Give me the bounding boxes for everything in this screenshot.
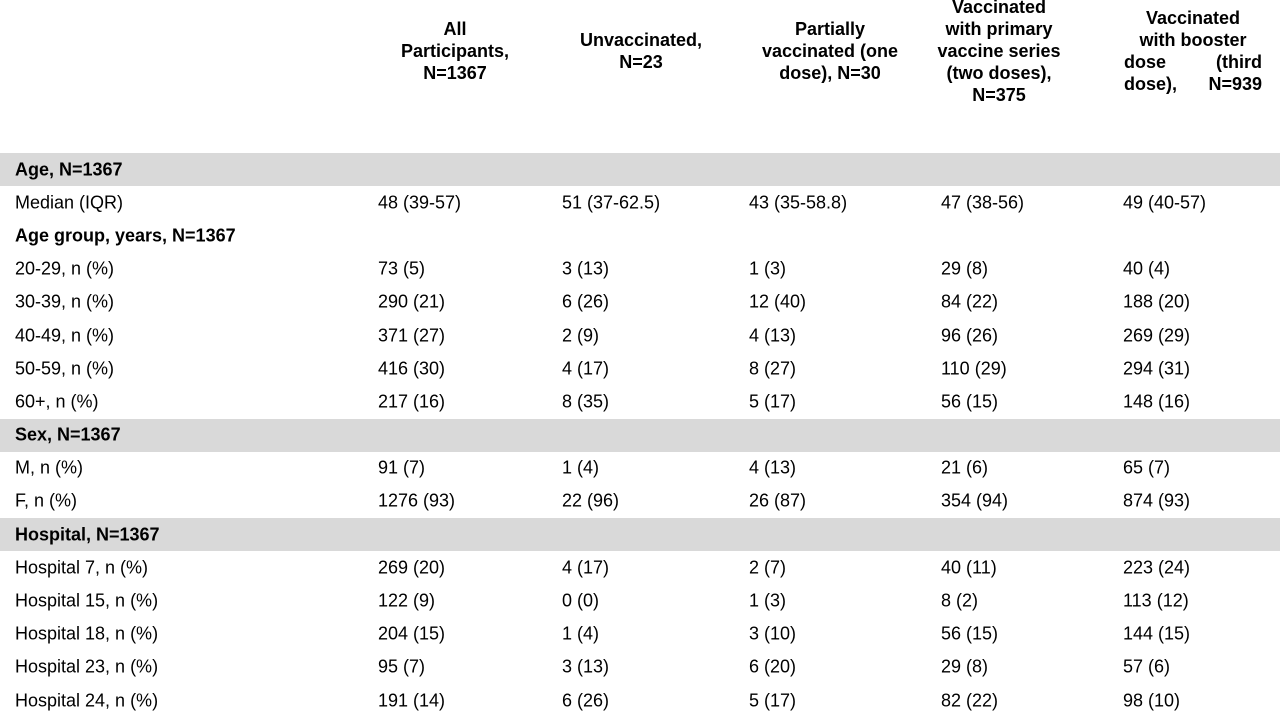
table-cell: 73 (5) <box>378 258 426 279</box>
table-row <box>0 452 1280 485</box>
table-cell: 96 (26) <box>941 325 999 346</box>
header-line: vaccine series <box>937 41 1061 61</box>
header-line: with primary <box>945 19 1053 39</box>
table-cell: 204 (15) <box>378 623 446 644</box>
header-line: dose (third <box>1124 52 1262 72</box>
row-label: Hospital 24, n (%) <box>15 690 159 711</box>
table-cell: 29 (8) <box>941 258 989 279</box>
table-cell: 269 (29) <box>1123 325 1191 346</box>
table-cell: 148 (16) <box>1123 391 1191 412</box>
header-unvaccinated <box>558 29 724 73</box>
row-label: 20-29, n (%) <box>15 258 115 279</box>
table-row <box>0 618 1280 651</box>
table-cell: 12 (40) <box>749 291 807 312</box>
header-line: Partially <box>794 19 866 39</box>
table-cell: 82 (22) <box>941 690 999 711</box>
table-row <box>0 352 1280 385</box>
header-line: Participants, <box>400 41 510 61</box>
table-cell: 110 (29) <box>941 358 1007 379</box>
table-cell: 40 (4) <box>1123 258 1171 279</box>
header-all-participants <box>372 18 538 84</box>
table-row <box>0 186 1280 219</box>
table-cell: 5 (17) <box>749 391 797 412</box>
table-cell: 122 (9) <box>378 590 436 611</box>
header-line: with booster <box>1139 30 1247 50</box>
table-row <box>0 286 1280 319</box>
row-label: 60+, n (%) <box>15 391 99 412</box>
table-section-row <box>0 419 1280 452</box>
row-label: Sex, N=1367 <box>15 424 121 445</box>
header-line: Vaccinated <box>1145 8 1241 28</box>
table-row <box>0 253 1280 286</box>
table-cell: 47 (38-56) <box>941 192 1025 213</box>
table-cell: 113 (12) <box>1123 590 1189 611</box>
table-cell: 26 (87) <box>749 490 807 511</box>
row-label: 30-39, n (%) <box>15 291 115 312</box>
table-cell: 6 (26) <box>562 291 610 312</box>
row-label: 40-49, n (%) <box>15 325 115 346</box>
table-cell: 43 (35-58.8) <box>749 192 848 213</box>
header-line: dose), N=939 <box>1124 74 1262 94</box>
table-cell: 21 (6) <box>941 457 989 478</box>
row-label: 50-59, n (%) <box>15 358 115 379</box>
table-cell: 223 (24) <box>1123 557 1191 578</box>
table-cell: 371 (27) <box>378 325 446 346</box>
table-section-row <box>0 518 1280 551</box>
table-cell: 188 (20) <box>1123 291 1191 312</box>
table-cell: 2 (7) <box>749 557 787 578</box>
table-section-row <box>0 153 1280 186</box>
table-cell: 3 (13) <box>562 258 610 279</box>
header-line: N=375 <box>972 85 1026 105</box>
table-row <box>0 319 1280 352</box>
table-cell: 4 (17) <box>562 557 610 578</box>
row-label: F, n (%) <box>15 490 78 511</box>
table-cell: 51 (37-62.5) <box>562 192 661 213</box>
table-cell: 1276 (93) <box>378 490 456 511</box>
table-cell: 1 (3) <box>749 590 787 611</box>
table-cell: 6 (20) <box>749 656 797 677</box>
table-cell: 1 (4) <box>562 457 600 478</box>
row-label: Hospital 15, n (%) <box>15 590 159 611</box>
header-partially-vaccinated <box>742 18 918 84</box>
header-line: dose), N=30 <box>779 63 881 83</box>
table-cell: 1 (4) <box>562 623 600 644</box>
table-cell: 49 (40-57) <box>1123 192 1207 213</box>
table-cell: 144 (15) <box>1123 623 1191 644</box>
row-label: Hospital 23, n (%) <box>15 656 159 677</box>
table-section-row <box>0 219 1280 252</box>
table-row <box>0 385 1280 418</box>
row-label: Median (IQR) <box>15 192 124 213</box>
table-cell: 6 (26) <box>562 690 610 711</box>
table-cell: 191 (14) <box>378 690 446 711</box>
table-cell: 354 (94) <box>941 490 1009 511</box>
table-cell: 8 (27) <box>749 358 797 379</box>
table-cell: 95 (7) <box>378 656 426 677</box>
table-cell: 84 (22) <box>941 291 999 312</box>
table-cell: 4 (13) <box>749 457 797 478</box>
row-label: Age, N=1367 <box>15 159 123 180</box>
table-cell: 290 (21) <box>378 291 446 312</box>
table-cell: 5 (17) <box>749 690 797 711</box>
table-cell: 217 (16) <box>378 391 446 412</box>
row-label: Age group, years, N=1367 <box>15 225 236 246</box>
header-line: N=1367 <box>423 63 487 83</box>
table-cell: 98 (10) <box>1123 690 1181 711</box>
table-cell: 0 (0) <box>562 590 600 611</box>
table-cell: 416 (30) <box>378 358 446 379</box>
header-primary-series <box>924 0 1074 106</box>
table-cell: 57 (6) <box>1123 656 1171 677</box>
table-row <box>0 684 1280 717</box>
header-line: N=23 <box>619 52 663 72</box>
table-cell: 1 (3) <box>749 258 787 279</box>
header-line: Vaccinated <box>951 0 1047 17</box>
table-cell: 2 (9) <box>562 325 600 346</box>
table-cell: 4 (13) <box>749 325 797 346</box>
table-cell: 8 (35) <box>562 391 610 412</box>
table-cell: 56 (15) <box>941 623 999 644</box>
table-row <box>0 551 1280 584</box>
table-body <box>0 153 1280 717</box>
table-cell: 48 (39-57) <box>378 192 462 213</box>
table-row <box>0 651 1280 684</box>
table-cell: 3 (10) <box>749 623 797 644</box>
table-cell: 56 (15) <box>941 391 999 412</box>
row-label: M, n (%) <box>15 457 84 478</box>
header-line: (two doses), <box>946 63 1052 83</box>
table-cell: 294 (31) <box>1123 358 1191 379</box>
row-label: Hospital, N=1367 <box>15 524 160 545</box>
table-row <box>0 584 1280 617</box>
table-cell: 4 (17) <box>562 358 610 379</box>
table-cell: 874 (93) <box>1123 490 1191 511</box>
table-row <box>0 485 1280 518</box>
row-label: Hospital 18, n (%) <box>15 623 159 644</box>
row-label: Hospital 7, n (%) <box>15 557 149 578</box>
header-booster <box>1124 7 1262 95</box>
table-cell: 40 (11) <box>941 557 997 578</box>
table-cell: 8 (2) <box>941 590 979 611</box>
table-cell: 3 (13) <box>562 656 610 677</box>
table-cell: 269 (20) <box>378 557 446 578</box>
table-cell: 91 (7) <box>378 457 426 478</box>
header-line: Unvaccinated, <box>579 30 703 50</box>
table-cell: 65 (7) <box>1123 457 1171 478</box>
header-line: vaccinated (one <box>761 41 899 61</box>
table-cell: 29 (8) <box>941 656 989 677</box>
header-line: All <box>443 19 467 39</box>
table-cell: 22 (96) <box>562 490 620 511</box>
